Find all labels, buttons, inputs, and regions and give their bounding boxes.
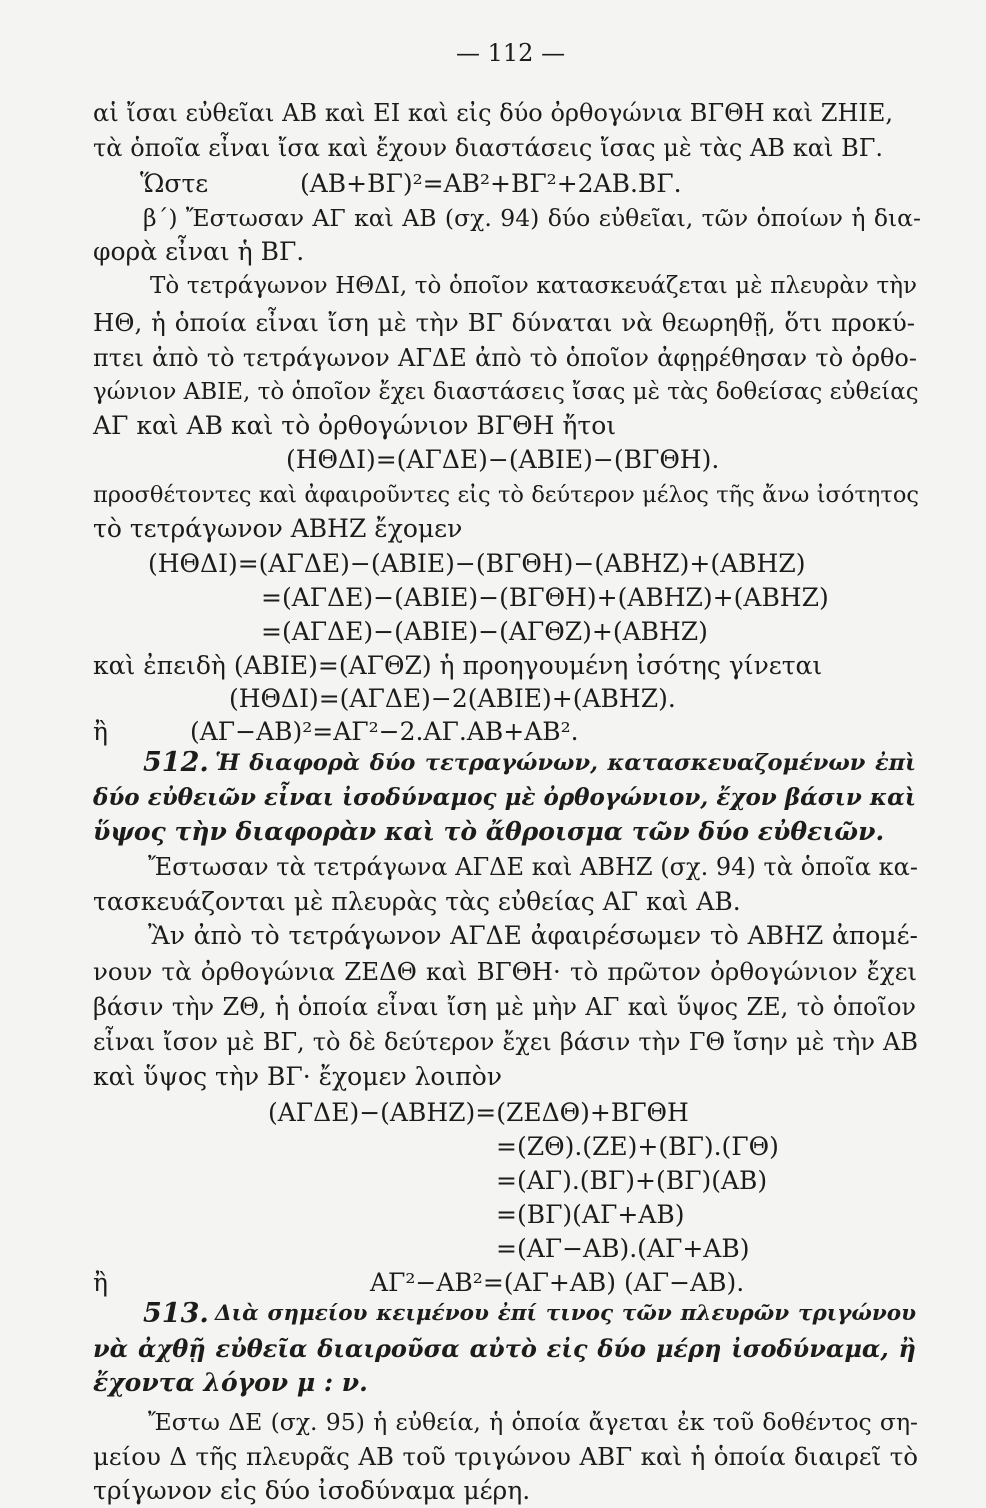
text-line: Ὥστε [140, 169, 209, 198]
section-number: 512. [143, 747, 209, 778]
text-line: ΑΓ καὶ ΑΒ καὶ τὸ ὀρθογώνιον ΒΓΘΗ ἤτοι [93, 411, 617, 440]
formula-line: (ΗΘΔΙ)=(ΑΓΔΕ)−2(ΑΒΙΕ)+(ΑΒΗΖ). [229, 684, 676, 713]
text-line: φορὰ εἶναι ἡ ΒΓ. [93, 237, 305, 266]
text-line: εἶναι ἴσον μὲ ΒΓ, τὸ δὲ δεύτερον ἔχει βάσιν τὴν ΓΘ ἴσην μὲ τὴν ΑΒ [93, 1028, 918, 1056]
formula-line: =(ΑΓ−ΑΒ).(ΑΓ+ΑΒ) [496, 1234, 750, 1263]
text-line: γώνιον ΑΒΙΕ, τὸ ὁποῖον ἔχει διαστάσεις ἴσας μὲ τὰς δοθείσας εὐθείας [93, 379, 919, 405]
text-line: καὶ ὕψος τὴν ΒΓ· ἔχομεν λοιπὸν [93, 1062, 502, 1091]
text-line: μείου Δ τῆς πλευρᾶς ΑΒ τοῦ τριγώνου ΑΒΓ καὶ ἡ ὁποία διαιρεῖ τὸ [93, 1442, 918, 1471]
formula-line: (ΗΘΔΙ)=(ΑΓΔΕ)−(ΑΒΙΕ)−(ΒΓΘΗ)−(ΑΒΗΖ)+(ΑΒΗΖ) [148, 549, 806, 578]
text-line: προσθέτοντες καὶ ἀφαιροῦντες εἰς τὸ δεύτερον μέλος τῆς ἄνω ἰσότητος [93, 482, 919, 508]
text-line: ἢ [93, 1268, 108, 1297]
theorem-heading: Ἡ διαφορὰ δύο τετραγώνων, κατασκευαζομένων ἐπὶ [215, 750, 916, 776]
text-line: πτει ἀπὸ τὸ τετράγωνον ΑΓΔΕ ἀπὸ τὸ ὁποῖον ἀφῃρέθησαν τὸ ὀρθο- [93, 344, 917, 372]
formula-line: =(ΑΓ).(ΒΓ)+(ΒΓ)(ΑΒ) [496, 1166, 768, 1195]
text-line: τὸ τετράγωνον ΑΒΗΖ ἔχομεν [93, 514, 463, 543]
theorem-heading: ἔχοντα λόγον μ : ν. [93, 1368, 368, 1397]
formula-line: (ΑΓ−ΑΒ)²=ΑΓ²−2.ΑΓ.ΑΒ+ΑΒ². [190, 717, 579, 746]
theorem-heading: ὕψος τὴν διαφορὰν καὶ τὸ ἄθροισμα τῶν δύο εὐθειῶν. [93, 817, 885, 846]
formula-line: (ΑΓΔΕ)−(ΑΒΗΖ)=(ΖΕΔΘ)+ΒΓΘΗ [268, 1098, 689, 1127]
text-line: Τὸ τετράγωνον ΗΘΔΙ, τὸ ὁποῖον κατασκευάζεται μὲ πλευρὰν τὴν [150, 273, 917, 299]
text-line: Ἔστωσαν τὰ τετράγωνα ΑΓΔΕ καὶ ΑΒΗΖ (σχ. 94) τὰ ὁποῖα κα- [148, 853, 918, 881]
text-line: ἢ [93, 717, 108, 746]
text-line: Ἔστω ΔΕ (σχ. 95) ἡ εὐθεία, ἡ ὁποία ἄγεται ἐκ τοῦ δοθέντος ση- [148, 1408, 918, 1436]
text-line: βάσιν τὴν ΖΘ, ἡ ὁποία εἶναι ἴση μὲ μὴν ΑΓ καὶ ὕψος ΖΕ, τὸ ὁποῖον [93, 993, 916, 1021]
formula-line: (ΗΘΔΙ)=(ΑΓΔΕ)−(ΑΒΙΕ)−(ΒΓΘΗ). [286, 445, 720, 474]
page-number: — 112 — [456, 39, 566, 67]
text-line: αἱ ἴσαι εὐθεῖαι ΑΒ καὶ ΕΙ καὶ εἰς δύο ὀρθογώνια ΒΓΘΗ καὶ ΖΗΙΕ, [93, 99, 893, 127]
formula-line: =(ΒΓ)(ΑΓ+ΑΒ) [496, 1200, 685, 1229]
text-line: Ἂν ἀπὸ τὸ τετράγωνον ΑΓΔΕ ἀφαιρέσωμεν τὸ ΑΒΗΖ ἀπομέ- [148, 921, 918, 950]
text-line: τὰ ὁποῖα εἶναι ἴσα καὶ ἔχουν διαστάσεις ἴσας μὲ τὰς ΑΒ καὶ ΒΓ. [93, 134, 883, 162]
theorem-heading: δύο εὐθειῶν εἶναι ἰσοδύναμος μὲ ὀρθογώνιον, ἔχον βάσιν καὶ [93, 784, 916, 811]
formula-line: =(ΑΓΔΕ)−(ΑΒΙΕ)−(ΒΓΘΗ)+(ΑΒΗΖ)+(ΑΒΗΖ) [261, 583, 829, 612]
text-line: ΗΘ, ἡ ὁποία εἶναι ἴση μὲ τὴν ΒΓ δύναται νὰ θεωρηθῇ, ὅτι προκύ- [93, 308, 915, 337]
theorem-heading: Διὰ σημείου κειμένου ἐπί τινος τῶν πλευρῶν τριγώνου [215, 1301, 916, 1326]
text-line: τρίγωνον εἰς δύο ἰσοδύναμα μέρη. [93, 1476, 531, 1505]
formula-line: ΑΓ²−ΑΒ²=(ΑΓ+ΑΒ) (ΑΓ−ΑΒ). [370, 1268, 745, 1297]
formula-line: =(ΑΓΔΕ)−(ΑΒΙΕ)−(ΑΓΘΖ)+(ΑΒΗΖ) [261, 617, 708, 646]
text-line: β΄) Ἔστωσαν ΑΓ καὶ ΑΒ (σχ. 94) δύο εὐθεῖαι, τῶν ὁποίων ἡ δια- [143, 204, 921, 232]
text-line: νουν τὰ ὀρθογώνια ΖΕΔΘ καὶ ΒΓΘΗ· τὸ πρῶτον ὀρθογώνιον ἔχει [93, 957, 917, 986]
section-number: 513. [143, 1298, 209, 1329]
formula-line: =(ΖΘ).(ΖΕ)+(ΒΓ).(ΓΘ) [496, 1132, 779, 1161]
text-line: τασκευάζονται μὲ πλευρὰς τὰς εὐθείας ΑΓ καὶ ΑΒ. [93, 887, 741, 916]
theorem-heading: νὰ ἀχθῇ εὐθεῖα διαιροῦσα αὐτὸ εἰς δύο μέρη ἰσοδύναμα, ἢ [93, 1334, 916, 1363]
formula-line: (ΑΒ+ΒΓ)²=ΑΒ²+ΒΓ²+2ΑΒ.ΒΓ. [300, 169, 682, 198]
text-line: καὶ ἐπειδὴ (ΑΒΙΕ)=(ΑΓΘΖ) ἡ προηγουμένη ἰσότης γίνεται [93, 651, 823, 680]
